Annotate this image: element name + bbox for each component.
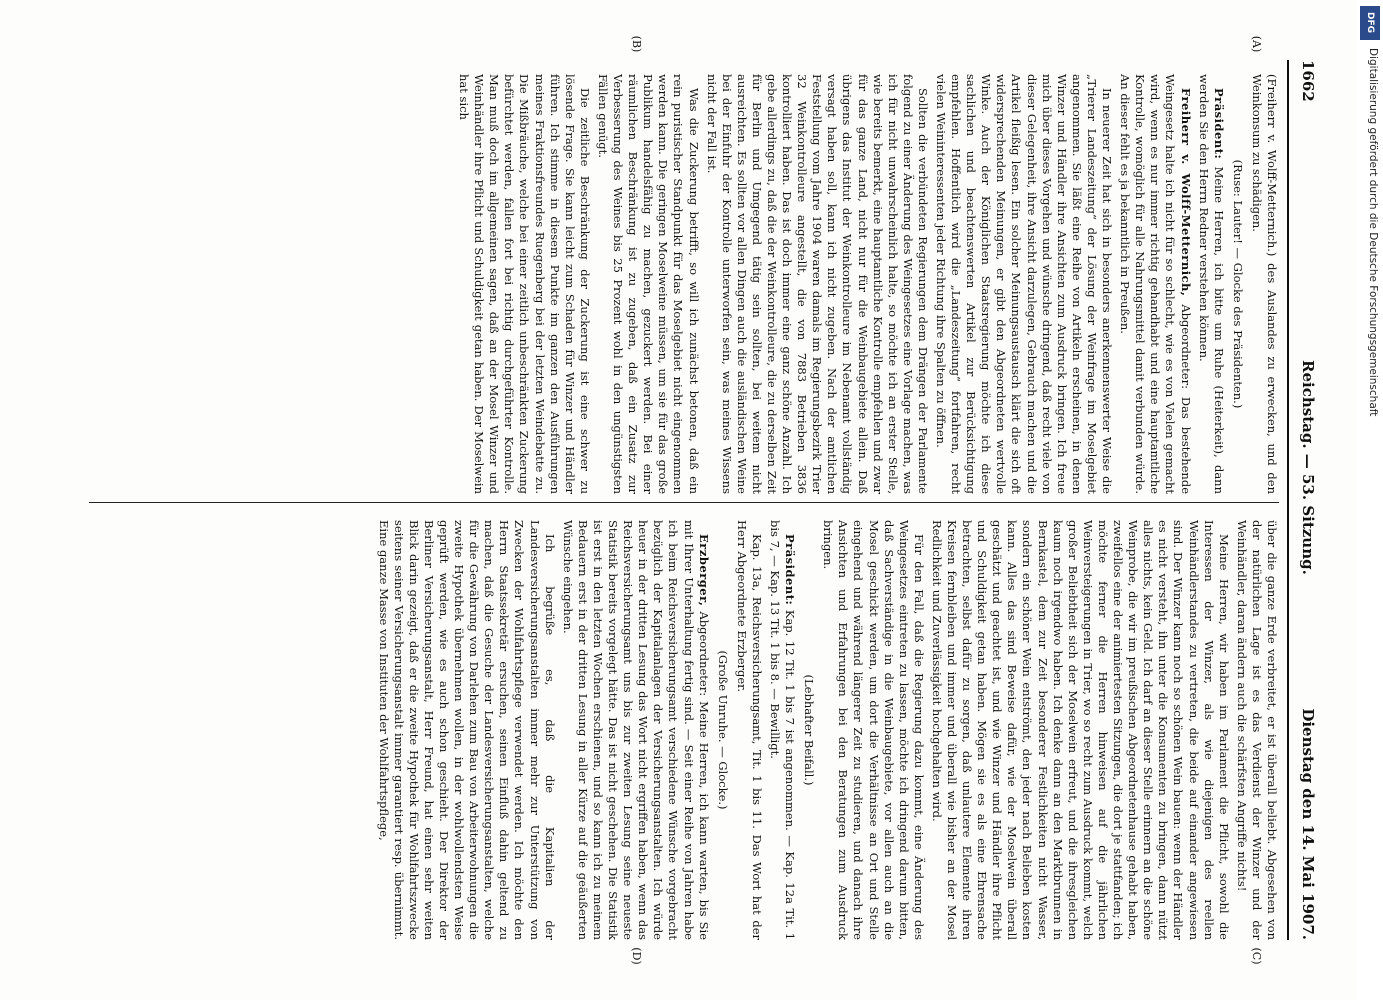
interjection: (Große Unruhe. — Glocke.) — [715, 650, 730, 810]
paragraph: Die zeitliche Beschränkung der Zuckerung ist eine schwer zu lösende Frage. Sie kann leicht zum Schaden für Winzer und Händler führen. Ich stimme in diesem Punkte im ganzen den Ausführungen meines Fraktionsfreundes Ruegenberg bei der letzten Weindebatte zu. Die Mißbräuche, welche bei einer zeitlich unbeschränkten Zuckerung befürchtet werden, fallen fort bei richtig durchgeführter Kontrolle. Man muß doch im allgemeinen sagen, daß an der Mosel Winzer und Weinhändler ihre Pflicht und Schuldigkeit getan haben. Der Moselwein hat sich — [457, 74, 592, 494]
header-rule — [1287, 60, 1289, 940]
session-title: Reichstag. — 53. Sitzung. — [1299, 360, 1317, 575]
interjection: (Lebhafter Beifall.) — [802, 674, 817, 786]
speech-text: Kap. 12 Tit. 1 bis 7 ist angenommen. — Kap. 12a Tit. 1 bis 7, — Kap. 13 Tit. 1 bis 8. — Bewilligt. — [768, 520, 798, 940]
dfg-logo: DFG — [1360, 6, 1380, 40]
paragraph: Für den Fall, daß die Regierung dazu kommt, eine Änderung des Weingesetzes eintreten zu lassen, möchte ich dringend darum bitten, daß Sachverständige in die Weinbaugebiete, vor allen auch an die Mosel geschickt werden, um dort die Verhältnisse an Ort und Stelle eingehend und während längerer Zeit zu studieren, und danach ihre Ansichten und Erfahrungen bei den Beratungen zum Ausdruck bringen. — [821, 520, 926, 940]
speaker-name: Freiherr v. Wolff-Metternich, — [1178, 88, 1193, 297]
margin-letter-c: (C) — [1250, 947, 1263, 965]
speaker-name: Erzberger, — [696, 534, 711, 607]
speaker-name: Präsident: — [783, 534, 798, 606]
paragraph — [560, 520, 711, 940]
margin-letter-d: (D) — [630, 947, 643, 965]
paragraph: In neuerer Zeit hat sich in besonders anerkennenswerter Weise die „Trierer Landeszeitung“ der Lösung der Weinfrage im Moselgebiet angenommen. Sie läßt eine Reihe von Artikeln erscheinen, in denen Winzer und Händler ihre Ansichten zum Ausdruck bringen. Ich freue mich über dieses Vorgehen und wünsche dringend, daß recht viele von dieser Gelegenheit, ihre Ansicht darzulegen, Gebrauch machen und die Artikel fleißig lesen. Ein solcher Meinungsaustausch klärt die sich oft widersprechenden Meinungen, er gibt den Abgeordneten wertvolle Winke. Auch der Königlichen Staatsregierung möchte ich diese sachlichen und beachtenswerten Artikel zur Berücksichtigung empfehlen. Hoffentlich wird die „Landeszeitung“ fortfahren, recht vielen Weininteressenten jeder Richtung ihre Spalten zu öffnen. — [934, 74, 1115, 494]
right-column — [89, 520, 1279, 940]
speech-text: Abgeordneter: Meine Herren, ich kann warten, bis Sie mit Ihrer Unterhaltung fertig sind. — Seit einer Reihe von Jahren habe ich beim Reichsversicherungsamt verschiedene Wünsche vorgebracht bezüglich der Kapitalanlagen der Versicherungsanstalten. Ich würde heuer in der dritten Lesung das Wort nicht ergriffen haben, wenn das Reichsversicherungsamt uns bis zur zweiten Lesung seine neueste Statistik bereits vorgelegt hätte. Das ist nicht geschehen. Die Statistik ist erst in den letzten Wochen erschienen, und so kann ich zu meinem Bedauern erst in der dritten Lesung in aller Kürze auf die geäußerten Wünsche eingehen. — [560, 520, 711, 940]
running-head — [1289, 60, 1323, 940]
digitization-credit — [1357, 0, 1383, 1000]
page-number: 1662 — [1299, 60, 1317, 102]
page-content — [83, 35, 1323, 965]
paragraph: über die ganze Erde verbreitet, er ist überall beliebt. Abgesehen von der natürlichen Lage ist es das Verdienst der Winzer und der Weinhändler, daran ändern auch die schärfsten Angriffe nichts! — [1234, 520, 1279, 940]
speaker-name: Präsident: — [1211, 88, 1226, 160]
margin-letter-a: (A) — [1250, 35, 1263, 53]
speech-text: Meine Herren, ich bitte um Ruhe (Heiterkeit), dann werden Sie den Herrn Redner verstehen können. — [1196, 74, 1226, 494]
paragraph: Kap. 13a, Reichsversicherungsamt, Tit. 1 bis 11. Das Wort hat der Herr Abgeordnete Erzberger. — [734, 520, 764, 940]
paragraph — [767, 520, 797, 940]
paragraph: Sollten die verbündeten Regierungen dem Drängen der Parlamente folgend zu einer Änderung des Weingesetzes eine Vorlage machen, was ich für nicht unwahrscheinlich halte, so möchte ich an erster Stelle, wie bereits bemerkt, eine hauptamtliche Kontrolle empfehlen und zwar für das ganze Land, nicht nur für die Weinbaugebiete allein. Daß übrigens das Institut der Weinkontrolleure im Nebenamt vollständig versagt haben soll, kann ich nicht zugeben. Nach der amtlichen Feststellung vom Jahre 1904 waren damals im Regierungsbezirk Trier 32 Weinkontrolleure angestellt, die von 7883 Betrieben 3836 kontrolliert haben. Das ist doch immer eine ganz schöne Anzahl. Ich gebe allerdings zu, daß die der Weinkontrolleure, die zu derselben Zeit für Berlin und Umgegend tätig sein sollten, bei weitem nicht ausreichten. Es sollten vor allen Dingen auch die ausländischen Weine bei der Einfuhr der Kontrolle unterworfen sein, was meines Wissens nicht der Fall ist. — [704, 74, 930, 494]
column-rule — [89, 502, 1279, 503]
left-column — [89, 74, 1279, 494]
paragraph — [1196, 74, 1226, 494]
paragraph — [1117, 74, 1192, 494]
paragraph: Was die Zuckerung betrifft, so will ich zunächst betonen, daß ein rein puristischer Standpunkt für das Moselgebiet nicht eingenommen werden kann. Die geringen Moselweine müssen, um sie für das große Publikum handelsfähig zu machen, gezuckert werden. Bei einer räumlichen Beschränkung ist zu zugeben, daß ein Zusatz zur Verbesserung des Weines bis 25 Prozent wohl in den ungünstigsten Fällen genügt. — [595, 74, 701, 494]
paragraph: (Freiherr v. Wolff-Metternich.) des Auslandes zu erwecken, und den Weinkonsum zu schädigen. — [1249, 74, 1279, 494]
margin-letter-b: (B) — [630, 35, 643, 53]
paragraph: Meine Herren, wir haben im Parlament die Pflicht, sowohl die Interessen der Winzer, als wie diejenigen des reellen Weinhändlerstandes zu vertreten, die beide auf einander angewiesen sind. Der Winzer kann noch so schönen Wein bauen: wenn der Händler es nicht versteht, ihn unter die Konsumenten zu bringen, dann nützt alles nichts, kein Geld. Ich darf an dieser Stelle erinnern an die schöne Weinprobe, die wir im preußischen Abgeordnetenhause gehabt haben, zweifellos eine der animiertesten Sitzungen, die dort je stattfanden; ich möchte ferner die Herren hinweisen auf die jährlichen Weinversteigerungen in Trier, wo so recht zum Ausdruck kommt, welch großer Beliebtheit sich der Moselwein erfreut, und die ihresgleichen kaum noch irgendwo haben. Ich denke dann an den Marktbrunnen in Bernkastel, dem zur Zeit besonderer Festlichkeiten nicht Wasser, sondern ein schöner Wein entströmt, den jeder nach Belieben kosten kann. Alles das sind Beweise dafür, wie der Moselwein überall geschätzt und geachtet ist, und wie Winzer und Händler ihre Pflicht und Schuldigkeit getan haben. Mögen sie es als eine Ehrensache betrachten, selbst dafür zu sorgen, daß unlautere Elemente ihren Kreisen fernbleiben und immer und überall wie bisher an der Mosel Redlichkeit und Zuverlässigkeit hochgehalten wird. — [929, 520, 1231, 940]
credit-text: Digitalisierung gefördert durch die Deutsche Forschungsgemeinschaft — [1367, 48, 1379, 417]
speech-text: Abgeordneter: Das bestehende Weingesetz halte ich nicht für so schlecht, wie es von Vielen gemacht wird, wenn es nur immer richtig gehandhabt und eine hauptamtliche Kontrolle, womöglich für alle Nahrungsmittel damit verbunden würde. An dieser fehlt es ja bekanntlich in Preußen. — [1118, 74, 1193, 494]
session-date: Dienstag den 14. Mai 1907. — [1299, 708, 1317, 940]
interjection: (Ruse: Lauter! — Glocke des Präsidenten.) — [1230, 159, 1245, 409]
paragraph: Ich begrüße es, daß die Kapitalien der Landesversicherungsanstalten immer mehr zur Unterstützung von Zwecken der Wohlfahrtspflege verwendet werden. Ich möchte den Herrn Staatssekretär ersuchen, seinen Einfluß dahin geltend zu machen, daß die Gesuche der Landesversicherungsanstalten, welche für die Gewährung von Darlehen zum Bau von Arbeiterwohnungen die zweite Hypothek übernehmen wollen, in der wohlwollendsten Weise geprüft werden, wie es auch schon geschieht. Der Direktor der Berliner Versicherungsanstalt, Herr Freund, hat einen sehr weiten Blick darin gezeigt, daß er die zweite Hypothek für Wohlfahrtszwecke seitens seiner Versicherungsanstalt immer garantiert resp. übernimmt. Eine ganze Masse von Instituten der Wohlfahrtspflege, — [376, 520, 557, 940]
